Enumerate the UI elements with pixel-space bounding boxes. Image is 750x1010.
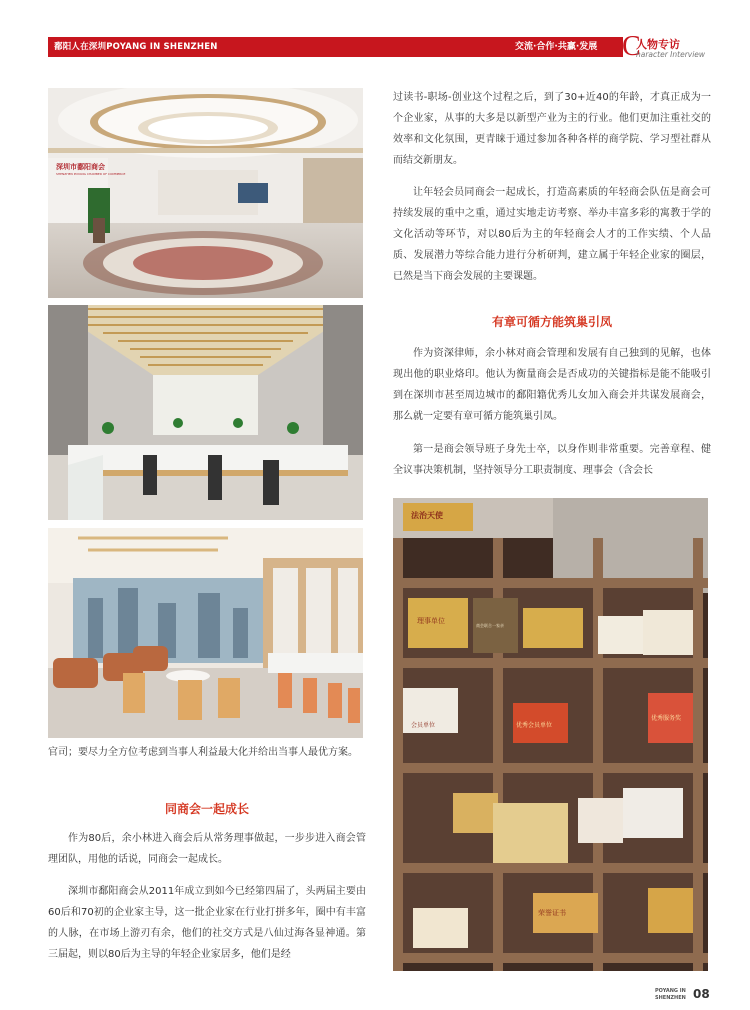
section-title-rules: 有章可循方能筑巢引凤 (491, 315, 612, 329)
honor-shelf-photo (393, 498, 708, 971)
plaque-3: 商会联合一家亲 (476, 623, 504, 628)
column-logo (622, 31, 712, 62)
lobby-logo-text: 深圳市鄱阳商会 (56, 163, 105, 171)
footer-brand-line2: SHENZHEN (655, 995, 686, 1001)
right-para-3: 作为资深律师，余小林对商会管理和发展有自己独到的见解，也体现出他的职业烙印。他认为衡量商会是否成功的关键指标是能不能吸引到在深圳市甚至周边城市的鄱阳籍优秀儿女加入商会并共谋发展商会，那么就一定要有章可循方能筑巢引凤。 (393, 348, 711, 422)
section-title-grow: 同商会一起成长 (164, 802, 249, 816)
right-para-4: 第一是商会领导班子身先士卒，以身作则非常重要。完善章程、健全议事决策机制，坚持领导分工职责制度、理事会（含会长 (393, 444, 711, 476)
column-name-en: haracter Interview (636, 50, 706, 59)
office-photo (48, 305, 363, 520)
lounge-photo (48, 528, 363, 738)
right-para-1: 过读书-职场-创业这个过程之后，到了30+近40的年龄，才真正成为一个企业家，从事的大多是以新型产业为主的行业。他们更加注重社交的效率和文化氛围，更青睐于通过参加各种各样的商学院、学习型社群从而结交新朋友。 (393, 92, 711, 166)
column-logo-letter: C (622, 31, 641, 62)
page-footer (655, 988, 715, 1004)
lobby-logo-sub: SHENZHEN POYANG CHAMBER OF COMMERCE (56, 172, 126, 176)
left-para-2: 深圳市鄱阳商会从2011年成立到如今已经第四届了，头两届主要由60后和70初的企业家主导，这一批企业家在行业打拼多年，圈中有丰富的人脉，在市场上游刃有余，他们的社交方式是八仙过海各显神通。第三届起，则以80后为主导的年轻企业家居多，他们是经 (48, 886, 366, 960)
plaque-7: 荣誉证书 (538, 909, 566, 917)
magazine-title: 鄱阳人在深圳POYANG IN SHENZHEN (54, 42, 218, 52)
plaque-4: 优秀服务奖 (651, 715, 682, 722)
magazine-slogan: 交流·合作·共赢·发展 (515, 42, 598, 52)
column-name: 人物专访 (636, 38, 680, 51)
left-para-1: 作为80后，余小林进入商会后从常务理事做起，一步步进入商会管理团队，用他的话说，同商会一起成长。 (48, 833, 366, 865)
page-number: 08 (693, 987, 710, 1001)
plaque-6: 优秀会员单位 (516, 722, 553, 729)
lobby-photo (48, 88, 363, 298)
plaque-1: 法治天使 (411, 511, 443, 520)
left-para-0: 官司；要尽力全方位考虑到当事人利益最大化并给出当事人最优方案。 (48, 747, 358, 758)
plaque-2: 理事单位 (417, 617, 445, 625)
footer-brand-line1: POYANG IN (655, 988, 686, 994)
right-para-2: 让年轻会员同商会一起成长，打造高素质的年轻商会队伍是商会可持续发展的重中之重，通过实地走访考察、举办丰富多彩的寓教于学的文化活动等环节，对以80后为主的年轻商会人才的工作实绩、个人品质、发展潜力等综合能力进行分析研判，建立属于年轻企业家的圈层，已然是当下商会发展的主要课题。 (393, 187, 711, 282)
plaque-5: 会员单位 (411, 722, 436, 729)
